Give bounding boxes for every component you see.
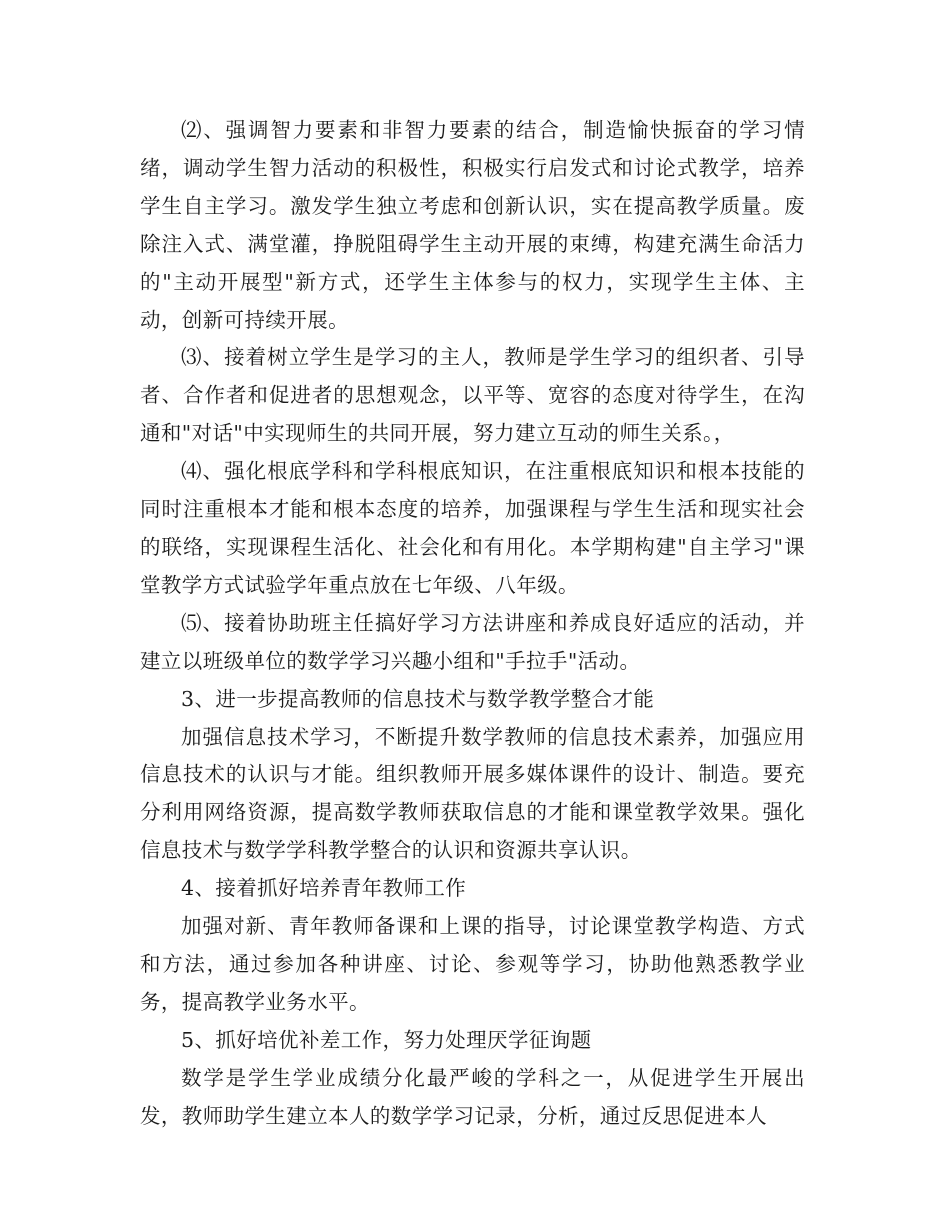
paragraph-math-differentiation: 数学是学生学业成绩分化最严峻的学科之一，从促进学生开展出发，教师助学生建立本人的数学学习记录，分析，通过反思促进本人	[140, 1065, 805, 1128]
paragraph-item-2: ⑵、强调智力要素和非智力要素的结合，制造愉快振奋的学习情绪，调动学生智力活动的积极性，积极实行启发式和讨论式教学，培养学生自主学习。激发学生独立考虑和创新认识，实在提高教学质量。废除注入式、满堂灌，挣脱阻碍学生主动开展的束缚，构建充满生命活力的"主动开展型"新方式，还学生主体参与的权力，实现学生主体、主动，创新可持续开展。	[140, 118, 805, 332]
paragraph-item-3: ⑶、接着树立学生是学习的主人，教师是学生学习的组织者、引导者、合作者和促进者的思想观念，以平等、宽容的态度对待学生，在沟通和"对话"中实现师生的共同开展，努力建立互动的师生关系。，	[140, 345, 805, 446]
paragraph-it-integration: 加强信息技术学习，不断提升数学教师的信息技术素养，加强应用信息技术的认识与才能。组织教师开展多媒体课件的设计、制造。要充分利用网络资源，提高数学教师获取信息的才能和课堂教学效果。强化信息技术与数学学科教学整合的认识和资源共享认识。	[140, 724, 805, 863]
section-heading-3: 3、进一步提高教师的信息技术与数学教学整合才能	[181, 686, 655, 711]
section-heading-4: 4、接着抓好培养青年教师工作	[181, 876, 467, 901]
paragraph-item-5: ⑸、接着协助班主任搞好学习方法讲座和养成良好适应的活动，并建立以班级单位的数学学习兴趣小组和"手拉手"活动。	[140, 610, 805, 673]
paragraph-young-teachers: 加强对新、青年教师备课和上课的指导，讨论课堂教学构造、方式和方法，通过参加各种讲座、讨论、参观等学习，协助他熟悉教学业务，提高教学业务水平。	[140, 914, 805, 1014]
document-page	[140, 112, 805, 1135]
section-heading-5: 5、抓好培优补差工作，努力处理厌学征询题	[181, 1027, 592, 1052]
paragraph-item-4: ⑷、强化根底学科和学科根底知识，在注重根底知识和根本技能的同时注重根本才能和根本态度的培养，加强课程与学生生活和现实社会的联络，实现课程生活化、社会化和有用化。本学期构建"自主学习"课堂教学方式试验学年重点放在七年级、八年级。	[140, 459, 805, 597]
